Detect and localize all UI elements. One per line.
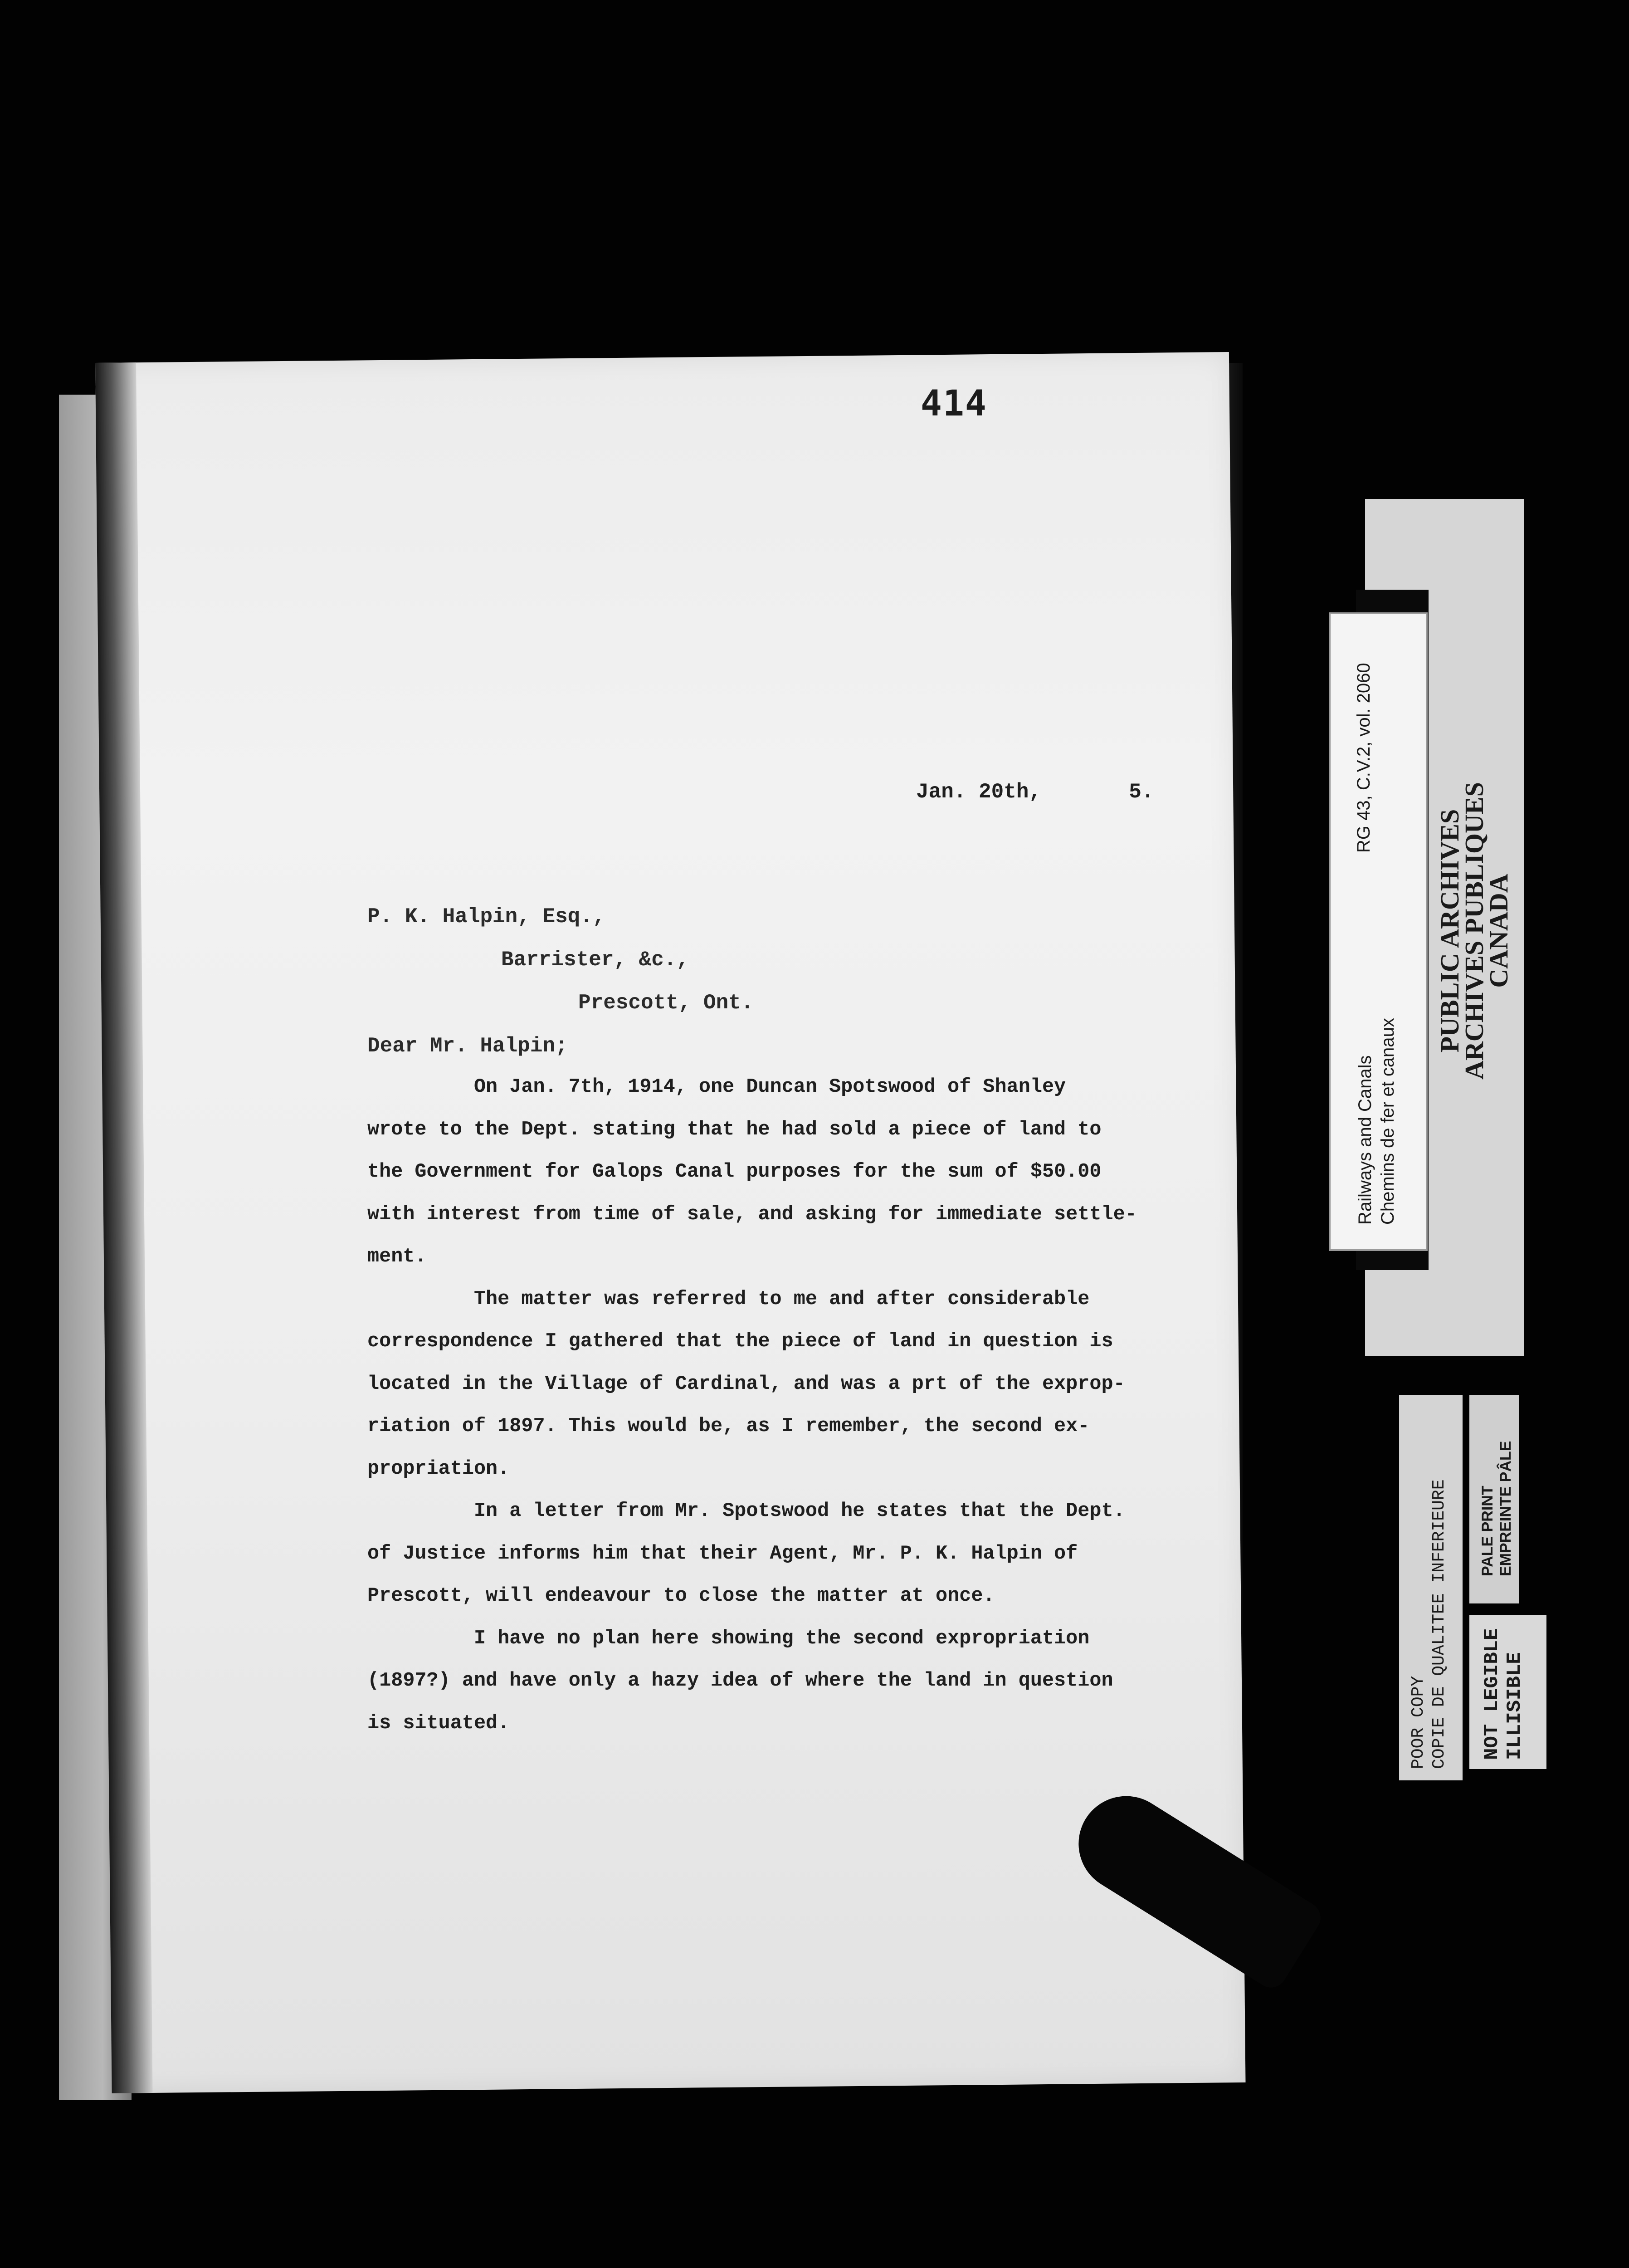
salutation: Dear Mr. Halpin; xyxy=(367,1034,568,1058)
body-line: Prescott, will endeavour to close the matter at once. xyxy=(367,1585,995,1607)
body-line: wrote to the Dept. stating that he had sold a piece of land to xyxy=(367,1118,1102,1141)
body-line: located in the Village of Cardinal, and was a prt of the exprop- xyxy=(367,1373,1125,1395)
body-line: is situated. xyxy=(367,1712,510,1735)
institution-line: PUBLIC ARCHIVES xyxy=(1435,809,1464,1053)
archive-series-fr: Chemins de fer et canaux xyxy=(1378,1018,1398,1225)
institution-line: CANADA xyxy=(1484,874,1513,988)
archive-series-en: Railways and Canals xyxy=(1355,1055,1375,1225)
archive-institution xyxy=(1435,782,1513,1080)
body-line: The matter was referred to me and after considerable xyxy=(367,1288,1090,1310)
archive-series xyxy=(1354,1018,1399,1225)
address-line-2: Barrister, &c., xyxy=(501,948,689,972)
poor-copy-fr: COPIE DE QUALITEE INFERIEURE xyxy=(1429,1479,1449,1769)
institution-line: ARCHIVES PUBLIQUES xyxy=(1459,782,1489,1080)
body-line: the Government for Galops Canal purposes for the sum of $50.00 xyxy=(367,1161,1102,1183)
page-number: 414 xyxy=(921,383,987,424)
body-line: (1897?) and have only a hazy idea of where the land in question xyxy=(367,1670,1113,1692)
pale-print-en: PALE PRINT xyxy=(1479,1486,1496,1576)
not-legible-text xyxy=(1481,1628,1526,1760)
address-line-1: P. K. Halpin, Esq., xyxy=(367,905,605,929)
pale-print-fr: EMPREINTE PÂLE xyxy=(1497,1441,1514,1576)
poor-copy-en: POOR COPY xyxy=(1409,1676,1428,1769)
address-line-3: Prescott, Ont. xyxy=(578,991,754,1015)
poor-copy-text xyxy=(1408,1479,1450,1769)
body-line: with interest from time of sale, and asking for immediate settle- xyxy=(367,1203,1137,1226)
archive-reference: RG 43, C.V.2, vol. 2060 xyxy=(1354,663,1374,853)
body-line: I have no plan here showing the second expropriation xyxy=(367,1627,1090,1650)
letter-body xyxy=(367,1066,1184,1745)
body-line: correspondence I gathered that the piece of land in question is xyxy=(367,1330,1113,1353)
body-line: On Jan. 7th, 1914, one Duncan Spotswood of Shanley xyxy=(367,1076,1066,1098)
body-line: riation of 1897. This would be, as I remember, the second ex- xyxy=(367,1415,1090,1437)
body-line: In a letter from Mr. Spotswood he states that the Dept. xyxy=(367,1500,1125,1522)
letter-date: Jan. 20th, 5. xyxy=(916,780,1154,804)
not-legible-en: NOT LEGIBLE xyxy=(1481,1628,1503,1760)
pale-print-text xyxy=(1478,1441,1515,1576)
body-line: propriation. xyxy=(367,1457,510,1480)
not-legible-fr: ILLISIBLE xyxy=(1503,1652,1526,1760)
body-line: of Justice informs him that their Agent, Mr. P. K. Halpin of xyxy=(367,1542,1078,1565)
body-line: ment. xyxy=(367,1246,427,1268)
